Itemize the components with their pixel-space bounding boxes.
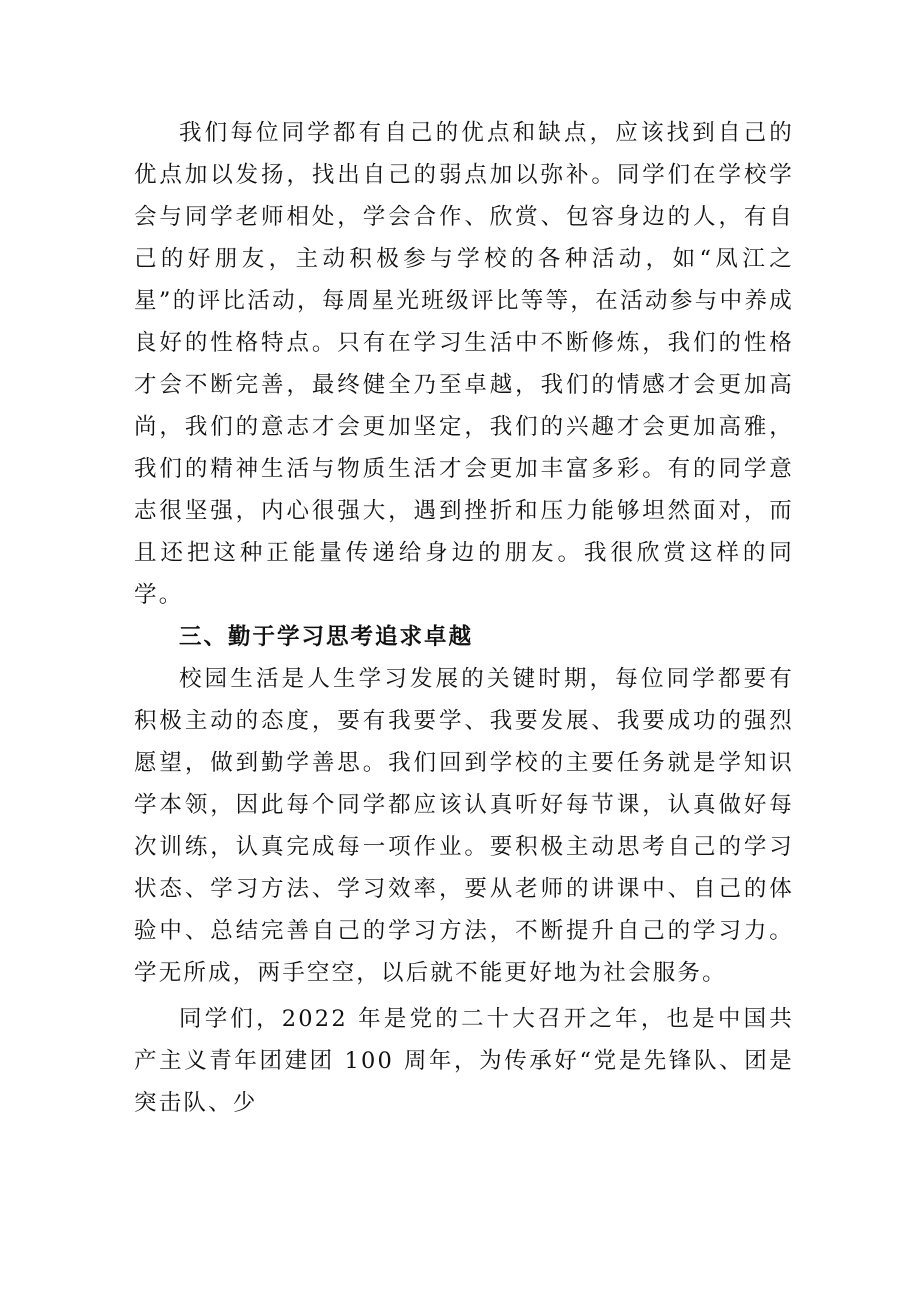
section-heading-3: 三、勤于学习思考追求卓越 bbox=[179, 624, 474, 650]
document-body bbox=[134, 112, 794, 1124]
paragraph-personality: 我们每位同学都有自己的优点和缺点，应该找到自己的优点加以发扬，找出自己的弱点加以弥补。同学们在学校学会与同学老师相处，学会合作、欣赏、包容身边的人，有自己的好朋友，主动积极参与学校的各种活动，如“凤江之星”的评比活动，每周星光班级评比等等，在活动参与中养成良好的性格特点。只有在学习生活中不断修炼，我们的性格才会不断完善，最终健全乃至卓越，我们的情感才会更加高尚，我们的意志才会更加坚定，我们的兴趣才会更加高雅，我们的精神生活与物质生活才会更加丰富多彩。有的同学意志很坚强，内心很强大，遇到挫折和压力能够坦然面对，而且还把这种正能量传递给身边的朋友。我很欣赏这样的同学。 bbox=[134, 120, 794, 608]
paragraph-study: 校园生活是人生学习发展的关键时期，每位同学都要有积极主动的态度，要有我要学、我要发展、我要成功的强烈愿望，做到勤学善思。我们回到学校的主要任务就是学知识学本领，因此每个同学都应该认真听好每节课，认真做好每次训练，认真完成每一项作业。要积极主动思考自己的学习状态、学习方法、学习效率，要从老师的讲课中、自己的体验中、总结完善自己的学习方法，不断提升自己的学习力。学无所成，两手空空，以后就不能更好地为社会服务。 bbox=[134, 666, 794, 986]
paragraph-party: 同学们，2022 年是党的二十大召开之年，也是中国共产主义青年团建团 100 周年，为传承好“党是先锋队、团是突击队、少 bbox=[134, 1006, 794, 1116]
